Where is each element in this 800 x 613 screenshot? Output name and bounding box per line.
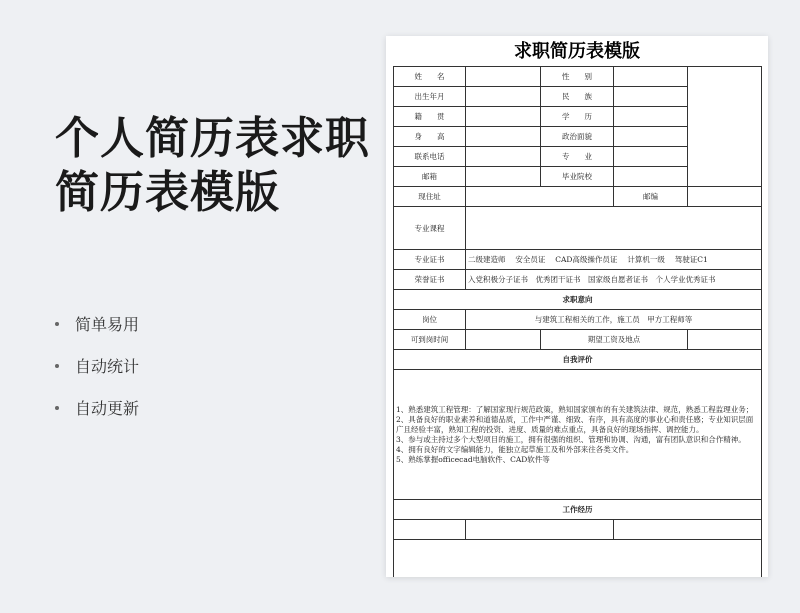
- self-eval-line: 1、熟悉建筑工程管理：了解国家现行规范政策，熟知国家颁布的有关建筑法律、规范，熟悉工程监理业务；: [396, 404, 754, 414]
- value-email[interactable]: [466, 167, 541, 187]
- value-postcode[interactable]: [688, 187, 762, 207]
- value-phone[interactable]: [466, 147, 541, 167]
- label-politics: 政治面貌: [541, 127, 614, 147]
- value-salary[interactable]: [688, 330, 762, 350]
- section-experience-header: 工作经历: [394, 500, 762, 520]
- value-height[interactable]: [466, 127, 541, 147]
- label-phone: 联系电话: [394, 147, 466, 167]
- label-salary: 期望工资及地点: [541, 330, 688, 350]
- value-courses[interactable]: [466, 207, 762, 250]
- label-major: 专 业: [541, 147, 614, 167]
- value-honors[interactable]: 入党积极分子证书 优秀团干证书 国家级自愿者证书 个人学业优秀证书: [466, 270, 762, 290]
- self-eval-content[interactable]: [394, 370, 762, 500]
- self-eval-line: 2、具备良好的职业素养和道德品质，工作中严谨、细致、有序，具有高度的事业心和责任感；专业知识层面广且经验丰富，熟知工程的投资、进度、质量的难点重点，具备良好的现场指挥、调控能力。: [396, 414, 754, 434]
- value-major[interactable]: [614, 147, 688, 167]
- label-available: 可到岗时间: [394, 330, 466, 350]
- label-education: 学 历: [541, 107, 614, 127]
- bullet-dot-icon: [55, 322, 59, 326]
- value-available[interactable]: [466, 330, 541, 350]
- value-certs[interactable]: 二级建造师 安全员证 CAD高级操作员证 计算机一级 驾驶证C1: [466, 250, 762, 270]
- photo-cell[interactable]: [688, 67, 762, 187]
- self-eval-line: 5、熟练掌握officecad电脑软件、CAD软件等: [396, 454, 550, 464]
- value-ethnicity[interactable]: [614, 87, 688, 107]
- feature-item: [55, 355, 139, 376]
- bullet-dot-icon: [55, 364, 59, 368]
- experience-cell[interactable]: [466, 520, 614, 540]
- label-email: 邮箱: [394, 167, 466, 187]
- value-birth[interactable]: [466, 87, 541, 107]
- bullet-dot-icon: [55, 406, 59, 410]
- label-gender: 性 别: [541, 67, 614, 87]
- label-address: 现住址: [394, 187, 466, 207]
- section-intention-header: 求职意向: [394, 290, 762, 310]
- experience-content[interactable]: [394, 540, 762, 578]
- value-education[interactable]: [614, 107, 688, 127]
- resume-table: [393, 66, 762, 577]
- label-origin: 籍 贯: [394, 107, 466, 127]
- value-name[interactable]: [466, 67, 541, 87]
- self-eval-line: 4、拥有良好的文字编辑能力，能独立起草施工及和外部来往各类文件。: [396, 444, 634, 454]
- label-honors: 荣誉证书: [394, 270, 466, 290]
- label-position: 岗位: [394, 310, 466, 330]
- value-politics[interactable]: [614, 127, 688, 147]
- resume-document-preview: [386, 36, 768, 577]
- label-birth: 出生年月: [394, 87, 466, 107]
- value-school[interactable]: [614, 167, 688, 187]
- label-certs: 专业证书: [394, 250, 466, 270]
- document-title: 求职简历表模版: [514, 41, 640, 62]
- value-address[interactable]: [466, 187, 614, 207]
- value-origin[interactable]: [466, 107, 541, 127]
- label-ethnicity: 民 族: [541, 87, 614, 107]
- feature-list: [55, 313, 139, 439]
- experience-cell[interactable]: [614, 520, 762, 540]
- experience-cell[interactable]: [394, 520, 466, 540]
- feature-label: 自动更新: [75, 399, 140, 418]
- value-position[interactable]: 与建筑工程相关的工作，施工员 甲方工程师等: [466, 310, 762, 330]
- feature-item: [55, 313, 139, 334]
- label-name: 姓 名: [394, 67, 466, 87]
- label-courses: 专业课程: [394, 207, 466, 250]
- label-school: 毕业院校: [541, 167, 614, 187]
- feature-label: 简单易用: [75, 315, 140, 334]
- feature-item: [55, 397, 139, 418]
- label-postcode: 邮编: [614, 187, 688, 207]
- page-headline: 个人简历表求职简历表模版: [55, 113, 370, 218]
- label-height: 身 高: [394, 127, 466, 147]
- feature-label: 自动统计: [75, 357, 140, 376]
- value-gender[interactable]: [614, 67, 688, 87]
- self-eval-line: 3、参与或主持过多个大型项目的施工，拥有很强的组织、管理和协调、沟通，富有团队意识和合作精神。: [396, 434, 746, 444]
- section-self-eval-header: 自我评价: [394, 350, 762, 370]
